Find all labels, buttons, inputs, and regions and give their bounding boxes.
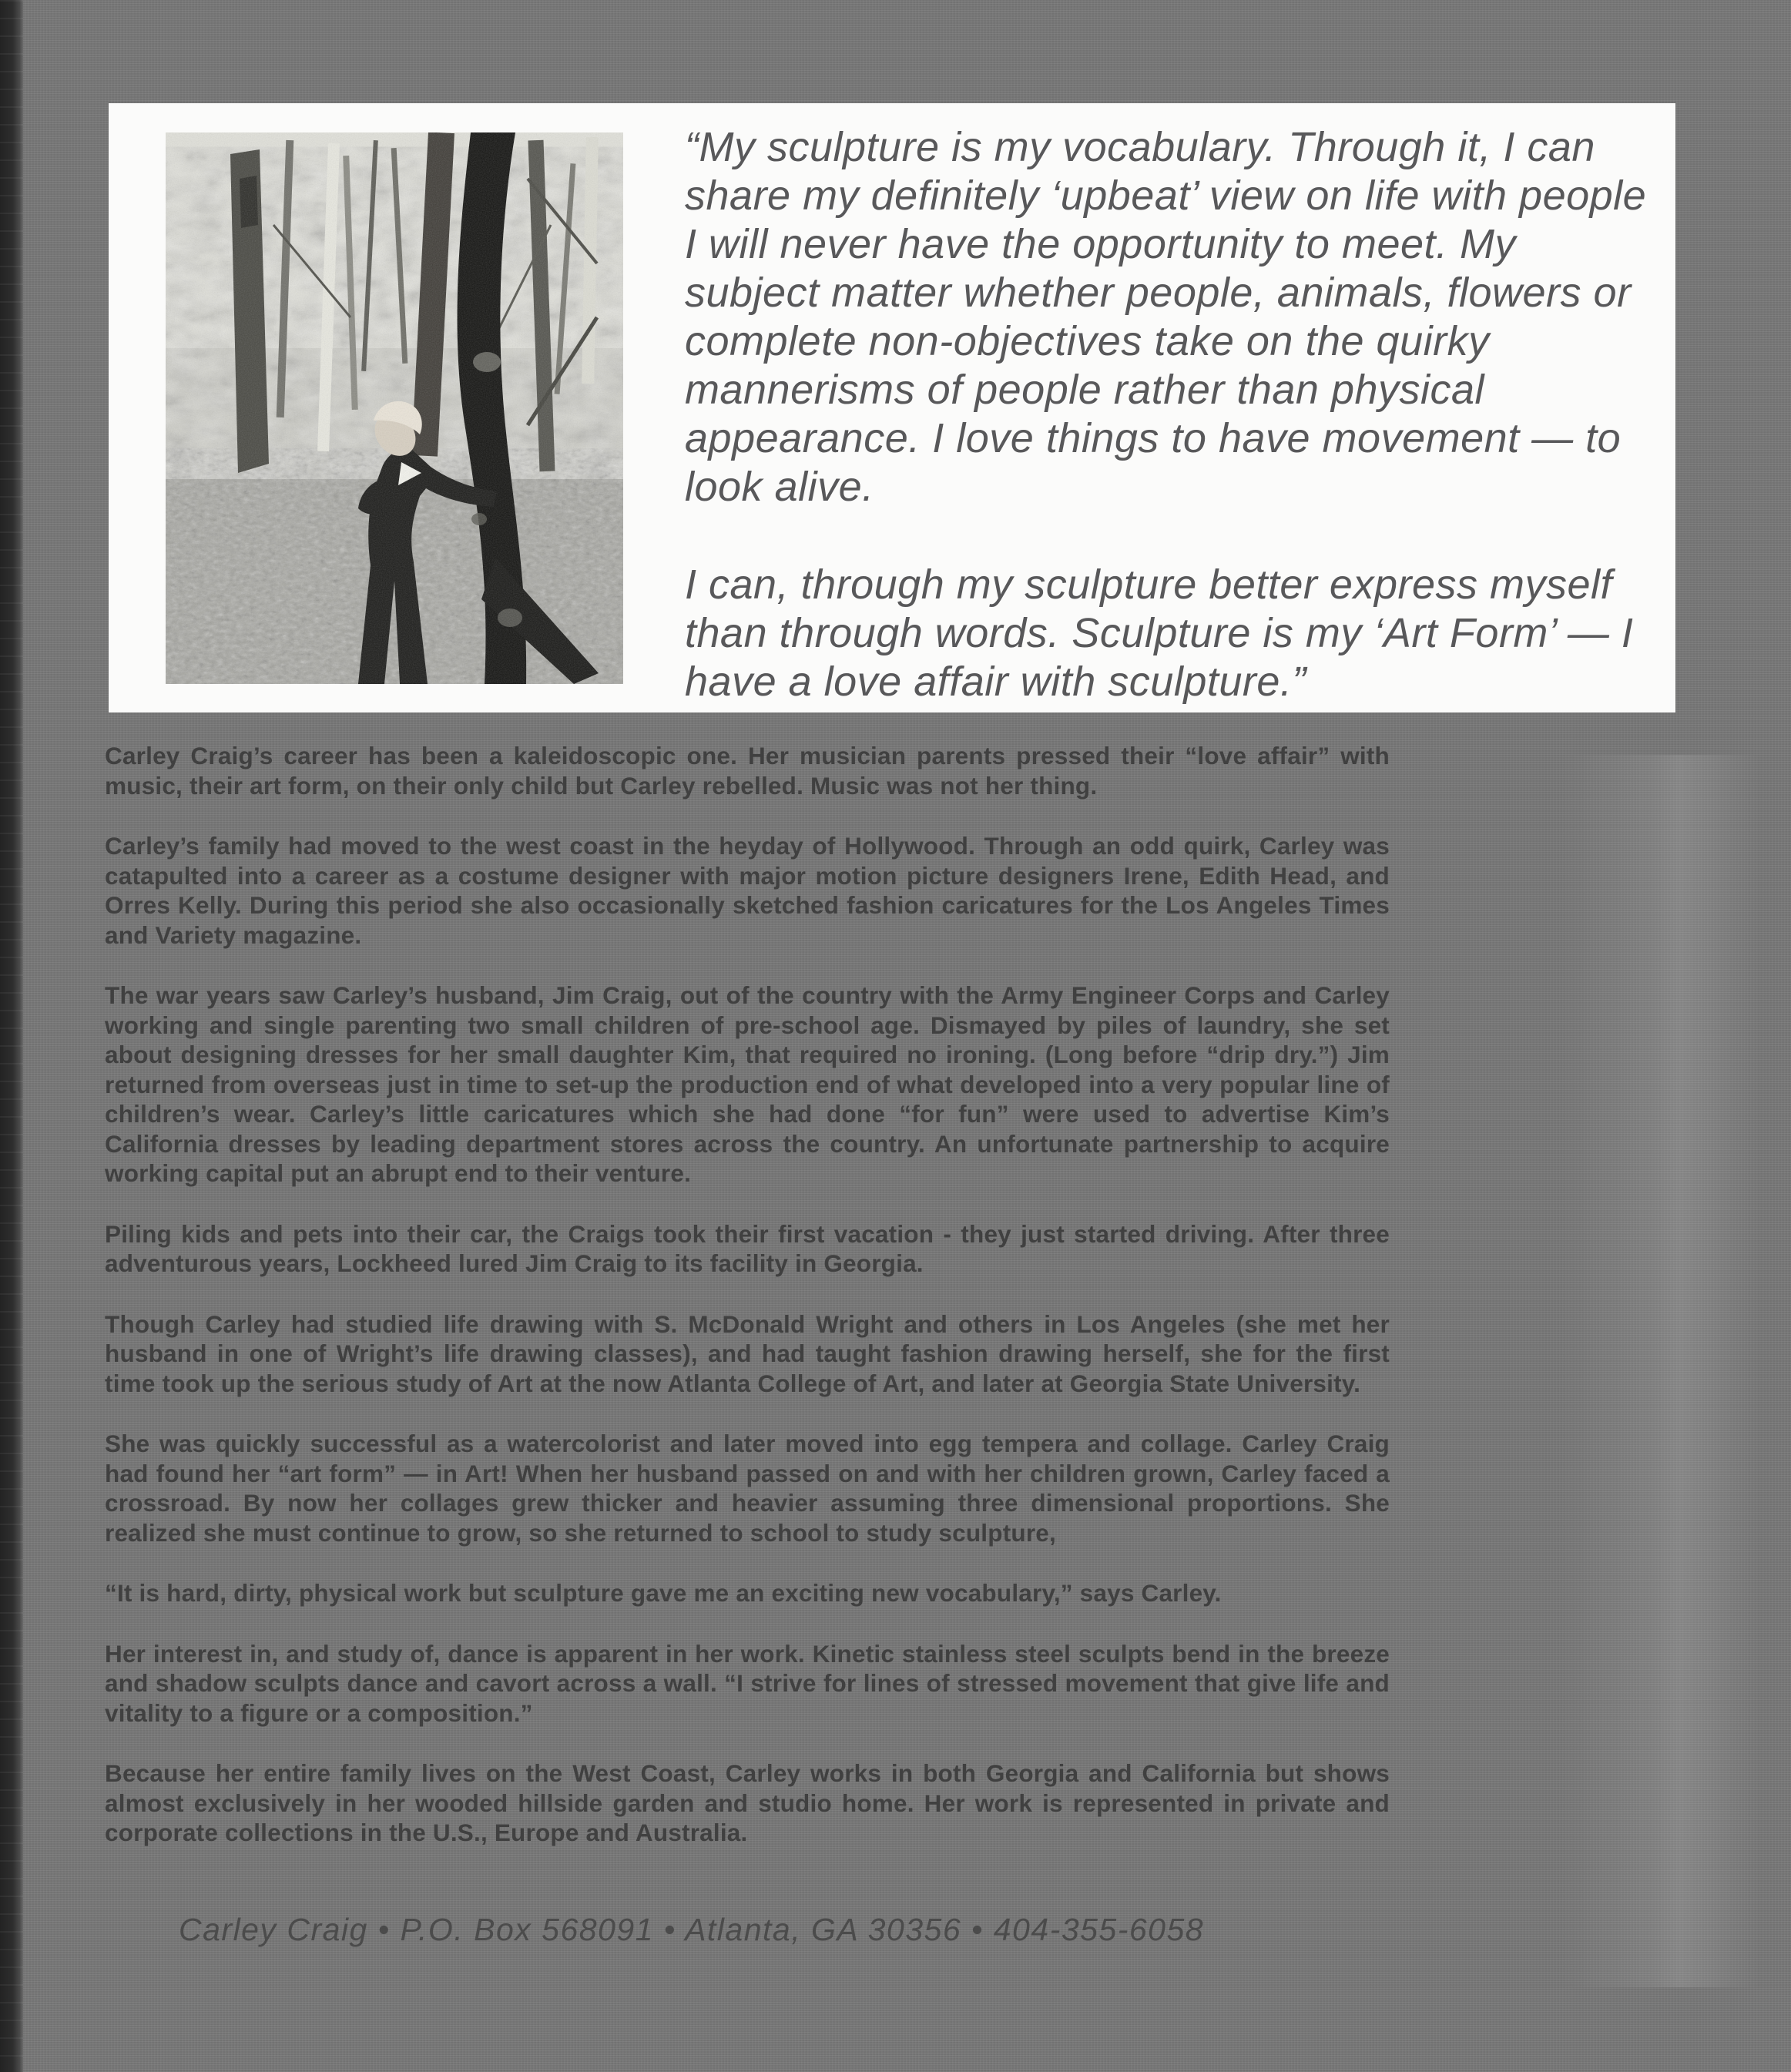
- bio-paragraph: Because her entire family lives on the West Coast, Carley works in both Georgia and California but shows almost exclusively in her wooded hillside garden and studio home. Her work is represented in private and corporate collections in the U.S., Europe and Australia.: [105, 1759, 1390, 1846]
- bio-paragraph: The war years saw Carley’s husband, Jim Craig, out of the country with the Army Engineer Corps and Carley working and single parenting two small children of pre-school age. Dismayed by piles of laundry, she set about designing dresses for her small daughter Kim, that required no ironing. (Long before “drip dry.”) Jim returned from overseas just in time to set-up the production end of what developed into a very popular line of children’s wear. Carley’s little caricatures which she had done “for fun” were used to advertise Kim’s California dresses by leading department stores across the country. An unfortunate partnership to acquire working capital put an abrupt end to their venture.: [105, 981, 1390, 1187]
- bio-paragraph: Piling kids and pets into their car, the Craigs took their first vacation - they just started driving. After three adventurous years, Lockheed lured Jim Craig to its facility in Georgia.: [105, 1219, 1390, 1277]
- photo-grain-overlay: [166, 132, 623, 684]
- quote-paragraph-2: I can, through my sculpture better express myself than through words. Sculpture is my ‘Art Form’ — I have a love affair with sculpture.”: [685, 562, 1634, 705]
- scan-spine-edge: [0, 0, 23, 2072]
- quote-paragraph-1: “My sculpture is my vocabulary. Through it, I can share my definitely ‘upbeat’ view on life with people I will never have the opportunity to meet. My subject matter whether people, animals, flowers or complete non-objectives take on the quirky mannerisms of people rather than physical appearance. I love things to have movement — to look alive.: [685, 124, 1647, 510]
- portrait-photo: [166, 132, 623, 684]
- quote-card: [109, 103, 1675, 712]
- bio-paragraph: Carley Craig’s career has been a kaleidoscopic one. Her musician parents pressed their “love affair” with music, their art form, on their only child but Carley rebelled. Music was not her thing.: [105, 742, 1390, 800]
- bio-paragraph: Her interest in, and study of, dance is apparent in her work. Kinetic stainless steel sculpts bend in the breeze and shadow sculpts dance and cavort across a wall. “I strive for lines of stressed movement that give life and vitality to a figure or a composition.”: [105, 1639, 1390, 1727]
- bio-paragraph: She was quickly successful as a watercolorist and later moved into egg tempera and collage. Carley Craig had found her “art form” — in Art! When her husband passed on and with her children grown, Carley faced a crossroad. By now her collages grew thicker and heavier assuming three dimensional proportions. She realized she must continue to grow, so she returned to school to study sculpture,: [105, 1430, 1390, 1547]
- quote-text-block: [685, 123, 1657, 706]
- bio-paragraph: “It is hard, dirty, physical work but sculpture gave me an exciting new vocabulary,” says Carley.: [105, 1579, 1222, 1607]
- bio-paragraph: Though Carley had studied life drawing with S. McDonald Wright and others in Los Angeles (she met her husband in one of Wright’s life drawing classes), and had taught fashion drawing herself, she for the first time took up the serious study of Art at the now Atlanta College of Art, and later at Georgia State University.: [105, 1309, 1390, 1397]
- forest-sculpture-photo-illustration: [166, 132, 623, 684]
- biography-section: [105, 741, 1390, 1848]
- bio-paragraph: Carley’s family had moved to the west coast in the heyday of Hollywood. Through an odd quirk, Carley was catapulted into a career as a costume designer with major motion picture designers Irene, Edith Head, and Orres Kelly. During this period she also occasionally sketched fashion caricatures for the Los Angeles Times and Variety magazine.: [105, 832, 1390, 949]
- scan-fold-streak: [1560, 755, 1760, 1987]
- contact-line: [105, 1912, 1390, 1948]
- contact-text: Carley Craig • P.O. Box 568091 • Atlanta, GA 30356 • 404-355-6058: [179, 1912, 1205, 1947]
